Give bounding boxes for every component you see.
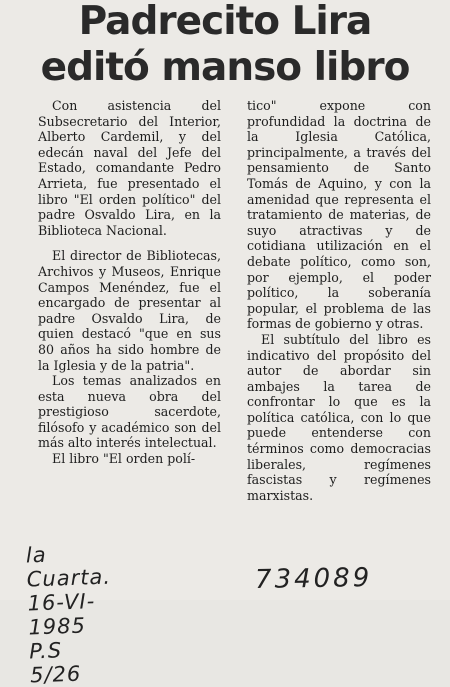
paragraph: Con asistencia del Subsecretario del Interior, Alberto Cardemil, y del edecán naval del Jefe del Estado, comandante Pedro Arrieta, fue presentado el libro "El orden político" del padre Osvaldo Lira, en la Biblioteca Nacional. xyxy=(38,98,221,238)
headline-line-1: Padrecito Lira xyxy=(78,0,372,44)
paragraph: Los temas analizados en esta nueva obra del prestigioso sacerdote, filósofo y académico son del más alto interés intelectual. xyxy=(38,373,221,451)
handwritten-catalog-number: 734089 xyxy=(254,562,373,596)
paragraph: tico" expone con profundidad la doctrina de la Iglesia Católica, principalmente, a través del pensamiento de Santo Tomás de Aquino, y con la amenidad que representa el tratamiento de materias, de suyo atractivas y de cotidiana utilización en el debate político, como son, por ejemplo, el poder político, la soberanía popular, el problema de las formas de gobierno y otras. xyxy=(247,98,431,332)
handwritten-source-date: la Cuarta. 16-VI-1985 P.S 5/26 xyxy=(25,542,112,687)
headline-line-2: editó manso libro xyxy=(40,45,410,90)
paragraph: El libro "El orden polí- xyxy=(52,451,196,467)
article-column-left xyxy=(38,98,221,467)
article-column-right xyxy=(247,98,431,503)
paragraph: El subtítulo del libro es indicativo del propósito del autor de abordar sin ambajes la tarea de confrontar lo que es la política católica, con lo que puede entenderse con términos como democracias liberales, regímenes fascistas y regímenes marxistas. xyxy=(247,331,431,503)
paragraph: El director de Bibliotecas, Archivos y Museos, Enrique Campos Menéndez, fue el encargado de presentar al padre Osvaldo Lira, de quien destacó "que en sus 80 años ha sido hombre de la Iglesia y de la patria". xyxy=(38,248,221,373)
